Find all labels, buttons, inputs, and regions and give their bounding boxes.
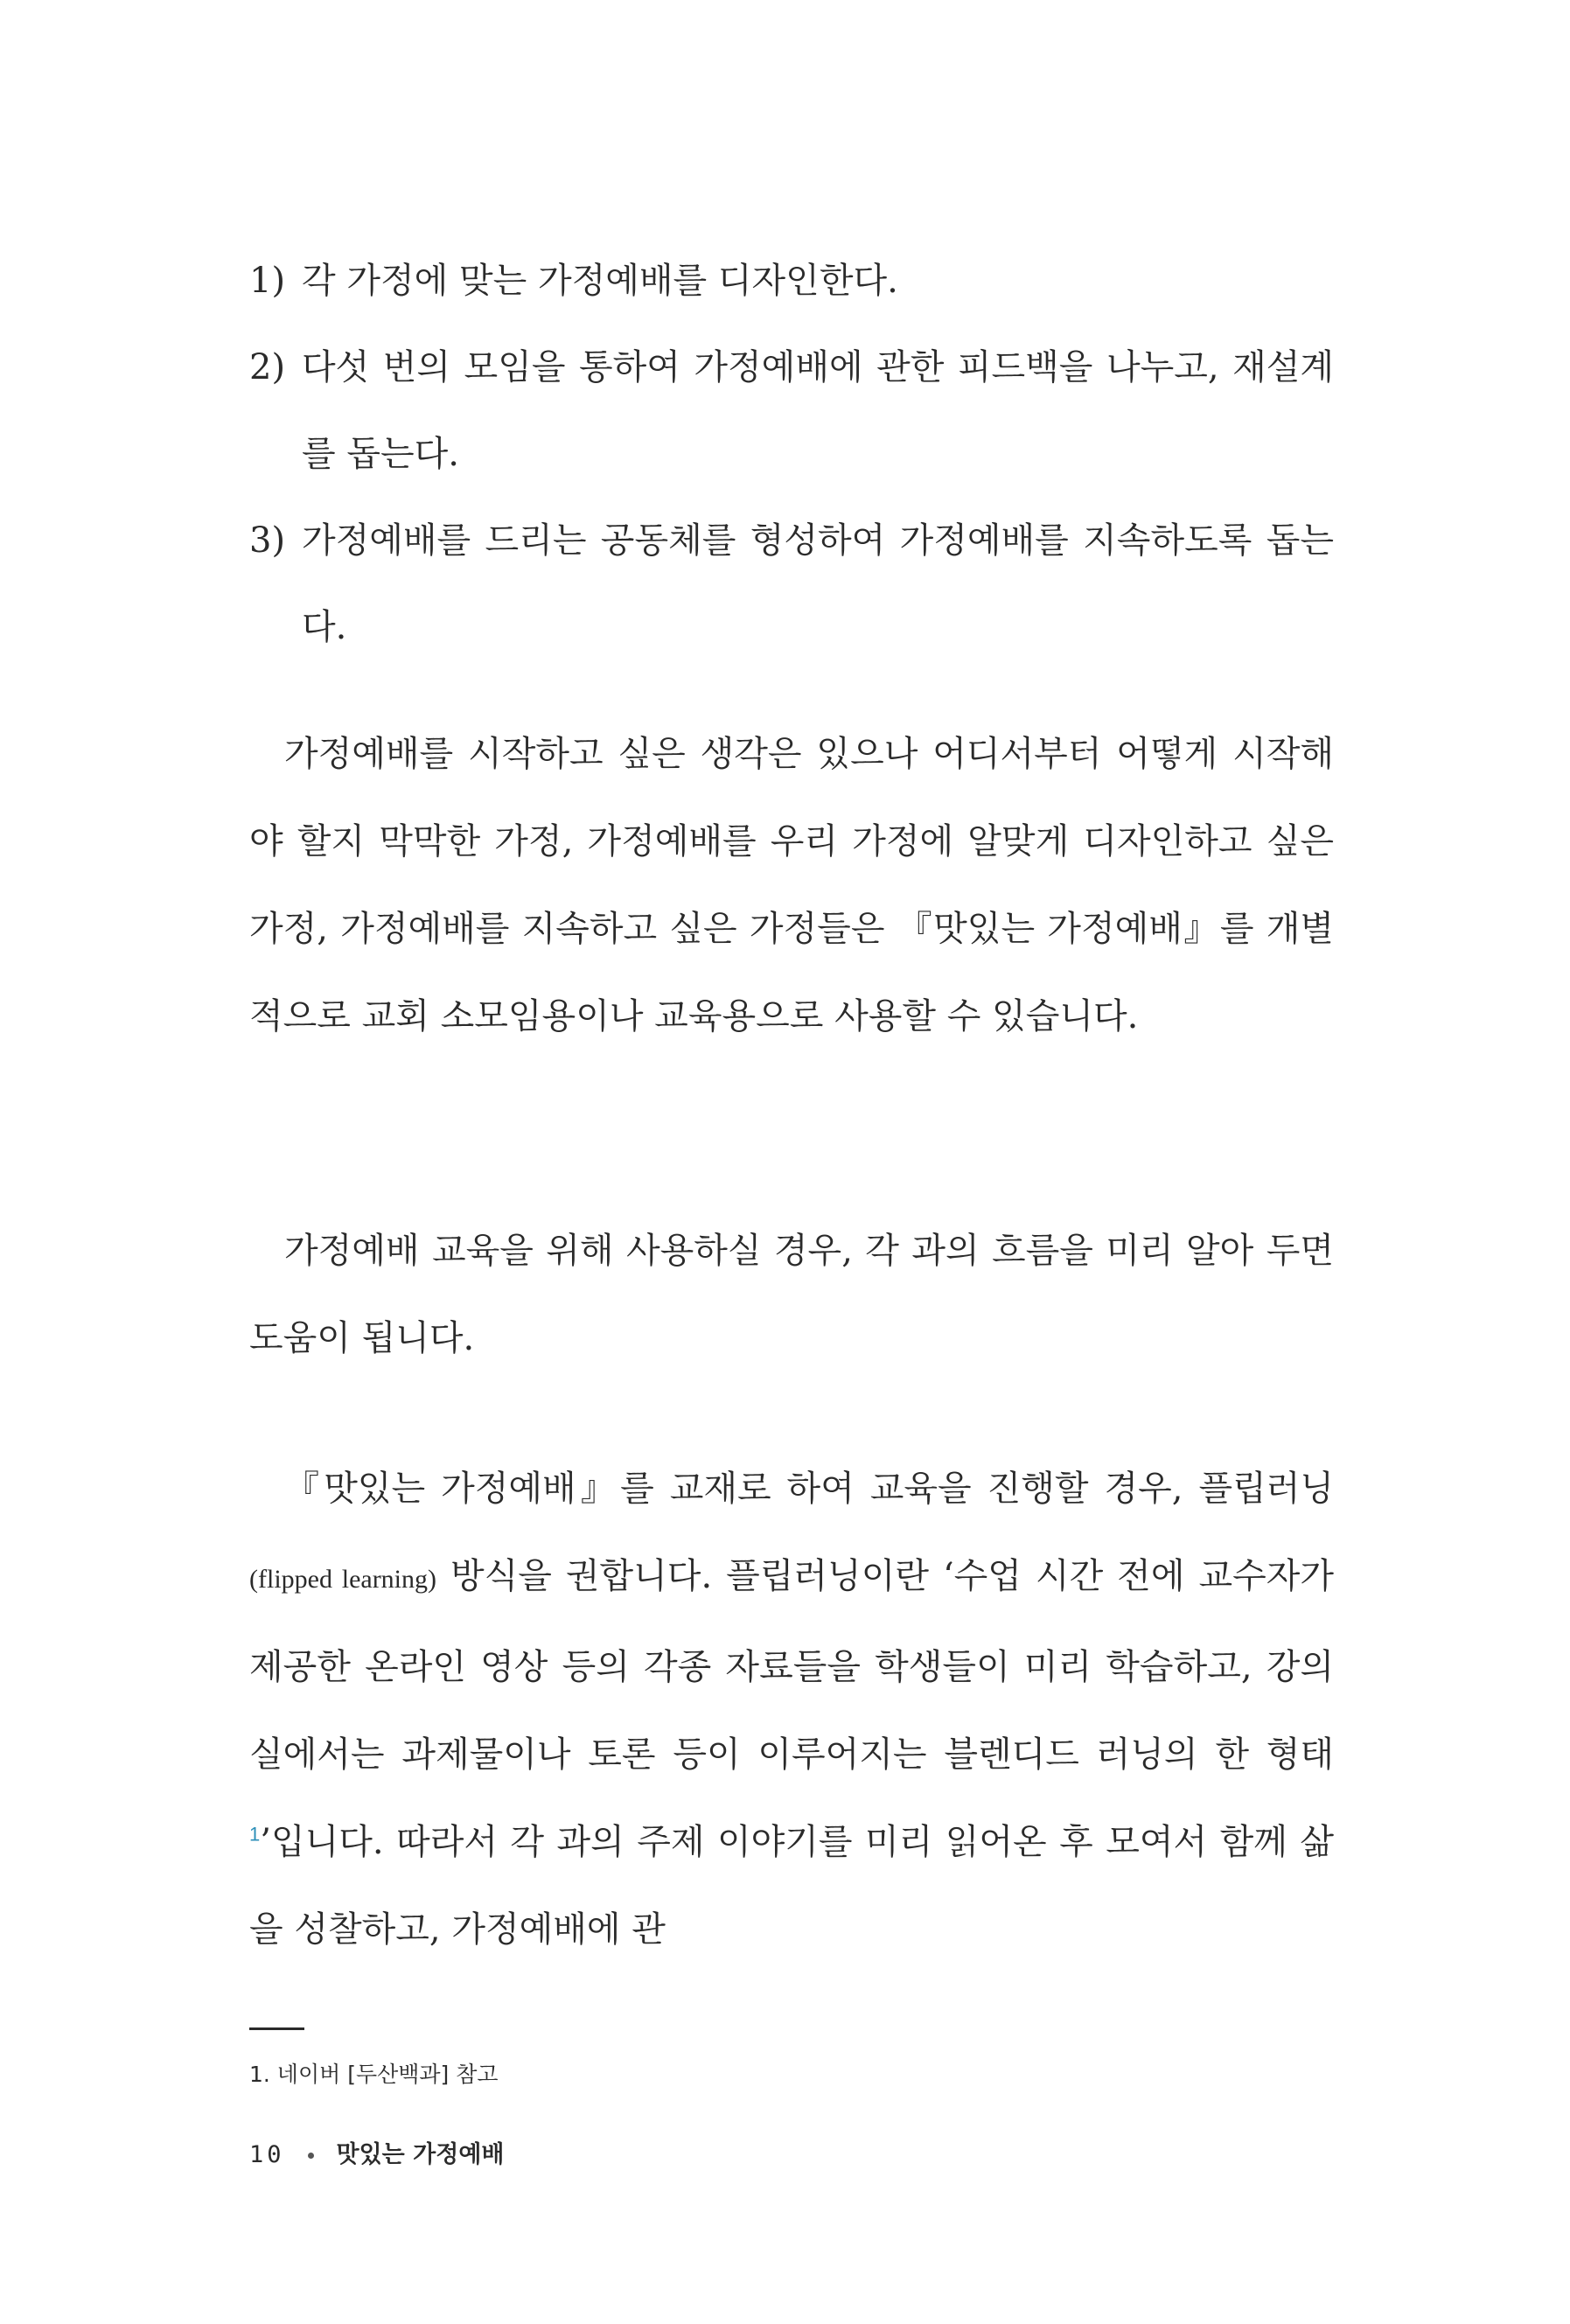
list-item-number: 2) — [249, 347, 286, 387]
paragraph-text: 방식을 권합니다. 플립러닝이란 ‘수업 시간 전에 교수자가 제공한 온라인 영상 등의 각종 자료들을 학생들이 미리 학습하고, 강의실에서는 과제물이나 토론 등이 이루어지는 블렌디드 러닝의 한 형태 — [249, 1556, 1335, 1775]
body-paragraph: 가정예배를 시작하고 싶은 생각은 있으나 어디서부터 어떻게 시작해야 할지 막막한 가정, 가정예배를 우리 가정에 알맞게 디자인하고 싶은 가정, 가정예배를 지속하고 싶은 가정들은 『맛있는 가정예배』를 개별적으로 교회 소모임용이나 교육용으로 사용할 수 있습니다. — [249, 734, 1334, 1036]
body-paragraph — [249, 1445, 1334, 1973]
running-title: 맛있는 가정예배 — [336, 2141, 505, 2168]
list-item-text: 가정예배를 드리는 공동체를 형성하여 가정예배를 지속하도록 돕는다. — [302, 520, 1334, 647]
list-item-text: 각 가정에 맞는 가정예배를 디자인한다. — [302, 261, 898, 301]
list-item — [249, 238, 1334, 325]
bullet-separator-icon — [308, 2153, 314, 2159]
footnote-reference[interactable]: 1 — [249, 1823, 261, 1846]
page-number: 10 — [249, 2141, 285, 2168]
body-paragraph: 가정예배 교육을 위해 사용하실 경우, 각 과의 흐름을 미리 알아 두면 도움이 됩니다. — [249, 1231, 1334, 1358]
paragraph-latin-term: (flipped learning) — [249, 1565, 437, 1594]
goal-list — [249, 238, 1334, 671]
list-item-number: 1) — [249, 261, 286, 301]
list-item — [249, 325, 1334, 498]
list-item-number: 3) — [249, 520, 286, 561]
list-item — [249, 498, 1334, 671]
paragraph-text: ’입니다. 따라서 각 과의 주제 이야기를 미리 읽어온 후 모여서 함께 삶을 성찰하고, 가정예배에 관 — [249, 1822, 1334, 1950]
footnote: 1. 네이버 [두산백과] 참고 — [249, 2062, 499, 2087]
footnote-divider — [249, 2027, 304, 2030]
paragraph-text: 『맛있는 가정예배』를 교재로 하여 교육을 진행할 경우, 플립러닝 — [284, 1469, 1334, 1509]
page-footer — [249, 2140, 505, 2170]
list-item-text: 다섯 번의 모임을 통하여 가정예배에 관한 피드백을 나누고, 재설계를 돕는다. — [302, 347, 1334, 474]
